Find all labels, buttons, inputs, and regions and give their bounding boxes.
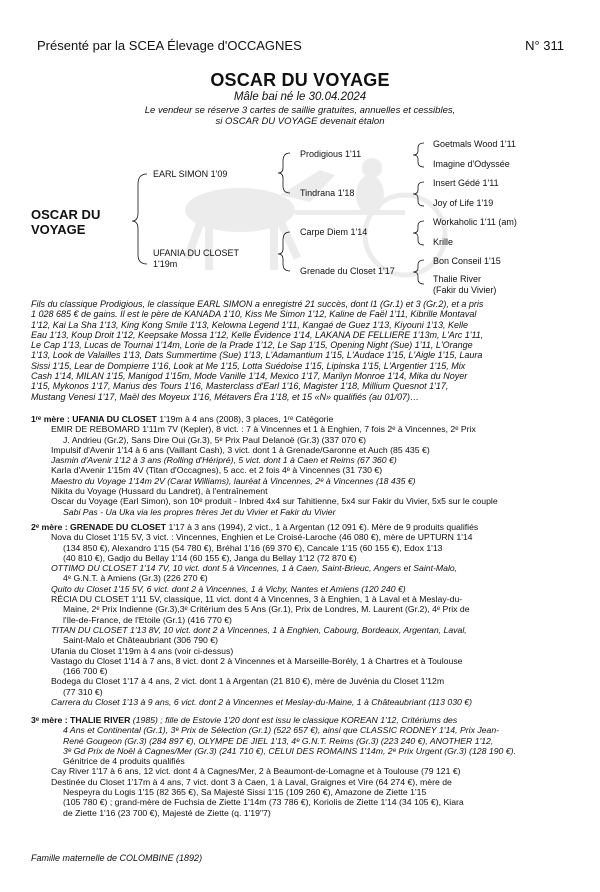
- intro-line: Fils du classique Prodigious, le classique EARL SIMON a enregistré 21 succès, dont l1 (Gr.1) et 3 (Gr.2), et a pris: [31, 299, 484, 309]
- horse-name-title: OSCAR DU VOYAGE: [210, 70, 390, 90]
- produce-line: Nikita du Voyage (Hussard du Landret), à l'entraînement: [51, 486, 268, 497]
- produce-line: Destinée du Closet 1'17m à 4 ans, 7 vict. dont 3 à Caen, 1 à Laval, Graignes et Vire (64 274 €), mère de: [51, 776, 452, 787]
- pedigree-sd: Tindrana 1'18: [300, 188, 355, 198]
- pedigree-dss: Workaholic 1'11 (am): [433, 217, 517, 227]
- pedigree-sds: Insert Gédé 1'11: [433, 178, 499, 188]
- third-dam-section: [31, 715, 566, 818]
- produce-line: OTTIMO DU CLOSET 1'14 7V, 10 vict. dont 5 à Vincennes, 1 à Caen, Saint-Brieuc, Angers et Saint-Malo,: [51, 563, 458, 574]
- intro-line: Sissi 1'15, Lear de Dompierre 1'16, Look at Me 1'15, Lotta Suédoise 1'15, Lipinska 1'15, L'Argentier 1'15, Mix: [31, 360, 466, 371]
- produce-line: l'Ile-de-France, de l'Etoile (Gr.1) (416 770 €): [63, 614, 232, 625]
- first-dam-section: [31, 414, 566, 517]
- produce-line: Ufania du Closet 1'19m à 4 ans (voir ci-dessus): [51, 645, 234, 656]
- ddd-line-1: Thalie River: [433, 274, 482, 284]
- pedigree-sss: Goetmals Wood 1'11: [433, 139, 516, 149]
- subject-line-2: VOYAGE: [31, 222, 86, 237]
- intro-line: 1'13, Look de Valailles 1'13, Dats Summertime (Sue) 1'13, L'Adamantium 1'15, L'Audace 1'15, L'Aigle 1'15, Laura: [31, 350, 483, 361]
- pedigree-ssd: Imagine d'Odyssée: [433, 159, 510, 169]
- heading-name: THALIE RIVER: [70, 715, 131, 725]
- pedigree-dd: Grenade du Closet 1'17: [300, 266, 395, 276]
- third-dam-heading: [31, 715, 566, 725]
- heading-prefix: 1ʳᵉ mère :: [31, 414, 70, 424]
- produce-line: Karla d'Avenir 1'15m 4V (Titan d'Occagnes), 5 acc. et 2 fois 4ᵉ à Vincennes (31 730 €): [51, 465, 383, 476]
- intro-line: Le Cap 1'13, Lucas de Tournai 1'14m, Lorie de la Prade 1'12, Le Sap 1'15, Opening Night (Sue) 1'11, L'Orange: [31, 340, 473, 351]
- produce-line: 3ᵉ Gd Prix de Noël à Cagnes/Mer (Gr.3) (241 710 €), CELUI DES ROMAINS 1'14m, 2ᵉ Prix Urgent (Gr.3) (128 190 €).: [63, 745, 516, 756]
- produce-line: Bodega du Closet 1'17 à 4 ans, 2 vict. dont 1 à Argentan (21 810 €), mère de Juvénia du Closet 1'12m: [51, 676, 445, 687]
- produce-line: RÉCIA DU CLOSET 1'11 5V, classique, 11 vict. dont 4 à Vincennes, 3 à Enghien, 1 à Laval et à Meslay-du-: [51, 594, 463, 605]
- produce-line: Maestro du Voyage 1'14m 2V (Carat Williams), lauréat à Vincennes, 2ᵉ à Vincennes (18 435 €): [51, 475, 416, 486]
- intro-line: Cash 1'14, MILAN 1'15, Manigod 1'15m, Mode Vanille 1'14, Mexico 1'17, Marilyn Monroe 1'14, Mika du Noyer: [31, 371, 468, 382]
- produce-line: Vastago du Closet 1'14 à 7 ans, 8 vict. dont 2 à Vincennes et à Marseille-Borély, 1 à Chartres et à Toulouse: [51, 655, 463, 666]
- horse-birth: Mâle bai né le 30.04.2024: [233, 91, 367, 103]
- produce-line: (40 810 €), Gadjo du Bellay 1'14 (60 155 €), Janga du Bellay 1'12 (72 870 €): [63, 552, 357, 563]
- dam-line-2: 1'19m: [153, 259, 178, 269]
- produce-line: Sabi Pas - Ua Uka via les propres frères Jet du Vivier et Fakir du Vivier: [63, 506, 336, 517]
- sire-intro-paragraph: [31, 299, 564, 402]
- produce-line: EMIR DE REBOMARD 1'11m 7V (Kepler), 8 vict. : 7 à Vincennes et 1 à Enghien, 7 fois 2ᵉ à Vincennes, 2ᵉ Prix: [51, 424, 476, 435]
- heading-name: UFANIA DU CLOSET: [72, 414, 157, 424]
- seller-note-line-1: Le vendeur se réserve 3 cartes de saillie gratuites, annuelles et cessibles,: [144, 105, 456, 116]
- heading-rest: 1'19m à 4 ans (2008), 3 places, 1ʳᵉ Catégorie: [159, 414, 334, 424]
- heading-rest: (1985) ; fille de Estovie 1'20 dont est issu le classique KOREAN 1'12, Critériums des: [132, 715, 458, 725]
- produce-line: René Gougeon (Gr.3) (284 897 €), OLYMPE DE JIEL 1'13, 4ᵉ G.N.T. Reims (Gr.3) (223 240 €), ANOTHER 1'12,: [63, 735, 494, 746]
- intro-line: Eau 1'13, Koup Droit 1'12, Keepsake Mossa 1'12, Kelle Évidence 1'14, LAKANA DE FELLIERE 1'13m, L'Arc 1'11,: [31, 329, 484, 340]
- produce-line: Impulsif d'Avenir 1'14 à 6 ans (Vaillant Cash), 3 vict. dont 1 à Grenade/Garonne et Auch (85 435 €): [51, 444, 430, 455]
- pedigree-ss: Prodigious 1'11: [300, 149, 362, 159]
- pedigree-dam: [153, 248, 239, 270]
- produce-line: (166 700 €): [63, 666, 108, 677]
- subject-line-1: OSCAR DU: [31, 207, 101, 222]
- ddd-line-2: (Fakir du Vivier): [433, 285, 497, 295]
- produce-line: Quito du Closet 1'15 5V, 6 vict. dont 2 à Vincennes, 1 à Vichy, Nantes et Amiens (120 240 €): [51, 583, 406, 594]
- pedigree-sdd: Joy of Life 1'19: [433, 198, 494, 208]
- pedigree-sire: EARL SIMON 1'09: [153, 169, 228, 179]
- produce-line: Nova du Closet 1'15 5V, 3 vict. : Vincennes, Enghien et Le Croisé-Laroche (46 080 €), mère de UPTURN 1'14: [51, 532, 473, 543]
- produce-line: (105 780 €) ; grand-mère de Fuchsia de Ziette 1'14m (73 786 €), Koriolis de Ziette 1'14 (34 105 €), Kiara: [63, 797, 464, 808]
- maternal-family-footer: Famille maternelle de COLOMBINE (1892): [31, 853, 203, 863]
- second-dam-heading: [31, 522, 566, 532]
- heading-rest: 1'17 à 3 ans (1994), 2 vict., 1 à Argentan (12 091 €). Mère de 9 produits qualifiés: [168, 522, 479, 532]
- produce-line: Nespeyra du Logis 1'15 (82 365 €), Sa Majesté Sissi 1'15 (109 260 €), Amazone de Ziette 1'15: [63, 787, 427, 798]
- dam-line-1: UFANIA DU CLOSET: [153, 248, 240, 258]
- intro-line: Mustang Venesi 1'17, Maël des Moyeux 1'16, Métavers Éra 1'18, et 15 «N» qualifiés (au 01/07)…: [31, 391, 420, 402]
- produce-line: Saint-Malo et Châteaubriant (306 790 €): [63, 635, 219, 646]
- second-dam-section: [31, 522, 566, 707]
- produce-line: 4 Ans et Continental (Gr.1), 3ᵉ Prix de Sélection (Gr.1) (522 657 €), ainsi que CLASSIC RODNEY 1'14, Prix Jean-: [63, 725, 500, 736]
- produce-line: Maine, 2ᵉ Prix Indienne (Gr.3),3ᵉ Critérium des 5 Ans (Gr.1), Prix de Londres, M. Laurent (Gr.2), 4ᵉ Prix de: [63, 604, 470, 615]
- pedigree-ddd: [433, 274, 496, 296]
- produce-line: J. Andrieu (Gr.2), Sans Dire Oui (Gr.3), 5ᵉ Prix Paul Delanoë (Gr.3) (337 070 €): [63, 434, 367, 445]
- produce-line: Cay River 1'17 à 6 ans, 12 vict. dont 4 à Cagnes/Mer, 2 à Beaumont-de-Lomagne et à Toulouse (79 121 €): [51, 766, 461, 777]
- heading-name: GRENADE DU CLOSET: [70, 522, 167, 532]
- produce-line: Carrera du Closet 1'13 à 9 ans, 6 vict. dont 2 à Vincennes et Meslay-du-Maine, 1 à Châteaubriant (113 030 €): [51, 697, 472, 708]
- intro-line: 1'15, Mykonos 1'17, Marius des Tours 1'16, Masterclass d'Earl 1'16, Magister 1'18, Millium Quesnot 1'17,: [31, 381, 449, 392]
- pedigree-dds: Bon Conseil 1'15: [433, 256, 501, 266]
- pedigree-dsd: Krille: [433, 237, 454, 247]
- intro-line: 1 028 685 € de gains. Il est le père de KANADA 1'10, Kiss Me Simon 1'12, Kaline de Faël 1'11, Kibrille Montaval: [31, 309, 477, 320]
- first-dam-heading: [31, 414, 566, 424]
- produce-line: Oscar du Voyage (Earl Simon), son 10ᵉ produit - Inbred 4x4 sur Tahitienne, 5x4 sur Fakir du Vivier, 5x5 sur le couple: [51, 496, 498, 507]
- heading-prefix: 2ᵉ mère :: [31, 522, 68, 532]
- produce-line: Jasmin d'Avenir 1'12 à 3 ans (Rolling d'Héripré), 5 vict. dont 1 à Caen et Reims (67 360 €): [51, 455, 397, 466]
- produce-line: TITAN DU CLOSET 1'13 8V, 10 vict. dont 2 à Vincennes, 1 à Enghien, Cabourg, Bordeaux, Argentan, Laval,: [51, 624, 467, 635]
- produce-line: Génitrice de 4 produits qualifiés: [63, 756, 185, 767]
- intro-line: 1'12, Kai La Sha 1'13, King Kong Smile 1'13, Kelowna Legend 1'11, Kangaé de Guez 1'13, Kiyouni 1'13, Kelle: [31, 319, 468, 330]
- seller-note-line-2: si OSCAR DU VOYAGE devenait étalon: [215, 116, 385, 127]
- produce-line: 4ᵉ G.N.T. à Amiens (Gr.3) (226 270 €): [63, 573, 208, 584]
- produce-line: de Ziette 1'16 (23 700 €), Majesté de Ziette (q. 1'19"7): [63, 807, 271, 818]
- produce-line: (77 310 €): [63, 686, 103, 697]
- lot-number: N° 311: [525, 38, 564, 53]
- produce-line: (134 850 €), Alexandro 1'15 (54 780 €), Bréhal 1'16 (69 370 €), Cancale 1'15 (60 155 €), Edox 1'13: [63, 542, 443, 553]
- heading-prefix: 3ᵉ mère :: [31, 715, 68, 725]
- pedigree-ds: Carpe Diem 1'14: [300, 227, 368, 237]
- presenter-text: Présenté par la SCEA Élevage d'OCCAGNES: [37, 38, 302, 53]
